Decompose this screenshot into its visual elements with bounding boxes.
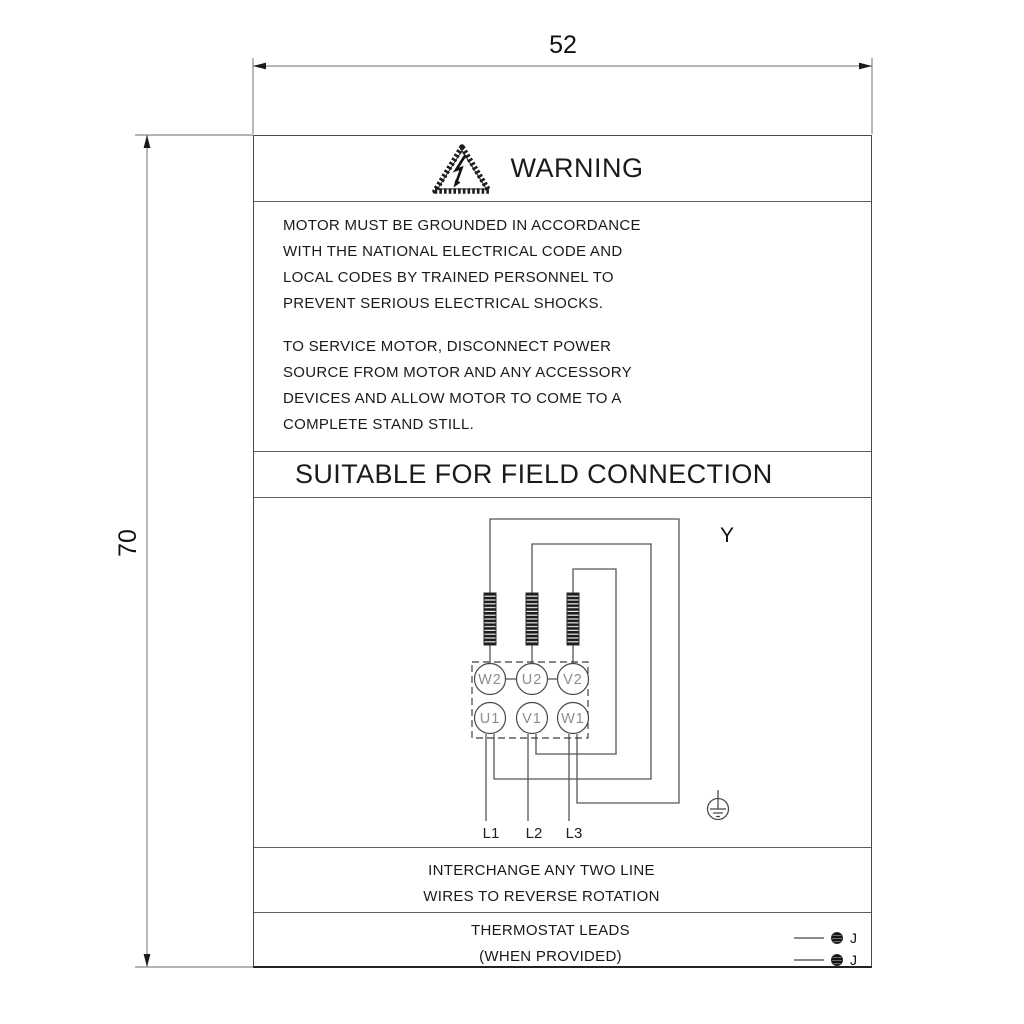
field-connection-title: SUITABLE FOR FIELD CONNECTION [295,459,773,489]
text-line: LOCAL CODES BY TRAINED PERSONNEL TO [283,269,614,286]
arrowhead-up-icon [144,135,151,148]
arrowhead-right-icon [859,63,872,70]
terminal-label-w2: W2 [478,672,502,688]
coil-icon [484,593,496,645]
text-line: COMPLETE STAND STILL. [283,416,475,433]
terminal-label-v1: V1 [522,711,542,727]
text-line: INTERCHANGE ANY TWO LINE [428,862,655,879]
line-label-l3: L3 [565,825,583,842]
earth-ground-icon [708,790,729,820]
height-dimension-value: 70 [114,529,142,557]
service-paragraph [283,334,871,438]
line-label-l1: L1 [482,825,500,842]
motor-warning-label [253,135,872,968]
arrowhead-down-icon [144,954,151,967]
text-line: PREVENT SERIOUS ELECTRICAL SHOCKS. [283,295,604,312]
thermostat-lead-dot-icon [831,954,843,966]
lead-wire [794,959,824,961]
lead-label-j2: J [850,952,858,968]
thermostat-lead-dot-icon [831,932,843,944]
text-line: TO SERVICE MOTOR, DISCONNECT POWER [283,338,612,355]
terminal-label-w1: W1 [561,711,585,727]
thermostat-section [254,912,871,969]
lead-label-j1: J [850,930,858,946]
coil-icon [567,593,579,645]
width-dimension-value: 52 [549,31,577,59]
motor-winding-coils [484,593,579,645]
lead-wire [794,937,824,939]
warning-header [254,136,871,201]
text-line: (WHEN PROVIDED) [479,948,622,965]
wiring-diagram [254,498,871,847]
text-line: SOURCE FROM MOTOR AND ANY ACCESSORY [283,364,632,381]
field-connection-band [254,451,871,498]
warning-title: WARNING [510,153,644,183]
terminal-label-u1: U1 [479,711,501,727]
terminal-label-u2: U2 [521,672,543,688]
terminal-label-v2: V2 [563,672,583,688]
star-connection-diagram [254,498,873,847]
text-line: MOTOR MUST BE GROUNDED IN ACCORDANCE [283,217,641,234]
coil-icon [526,593,538,645]
rotation-note [254,847,871,912]
text-line: WITH THE NATIONAL ELECTRICAL CODE AND [283,243,623,260]
grounding-paragraph [283,213,871,317]
safety-instructions [254,201,871,451]
text-line: DEVICES AND ALLOW MOTOR TO COME TO A [283,390,622,407]
line-label-l2: L2 [525,825,543,842]
thermostat-lead-2 [794,947,857,973]
arrowhead-left-icon [253,63,266,70]
text-line: WIRES TO REVERSE ROTATION [423,888,660,905]
text-line: THERMOSTAT LEADS [471,922,630,939]
star-connection-label: Y [719,524,735,547]
high-voltage-warning-triangle-icon [430,142,494,196]
